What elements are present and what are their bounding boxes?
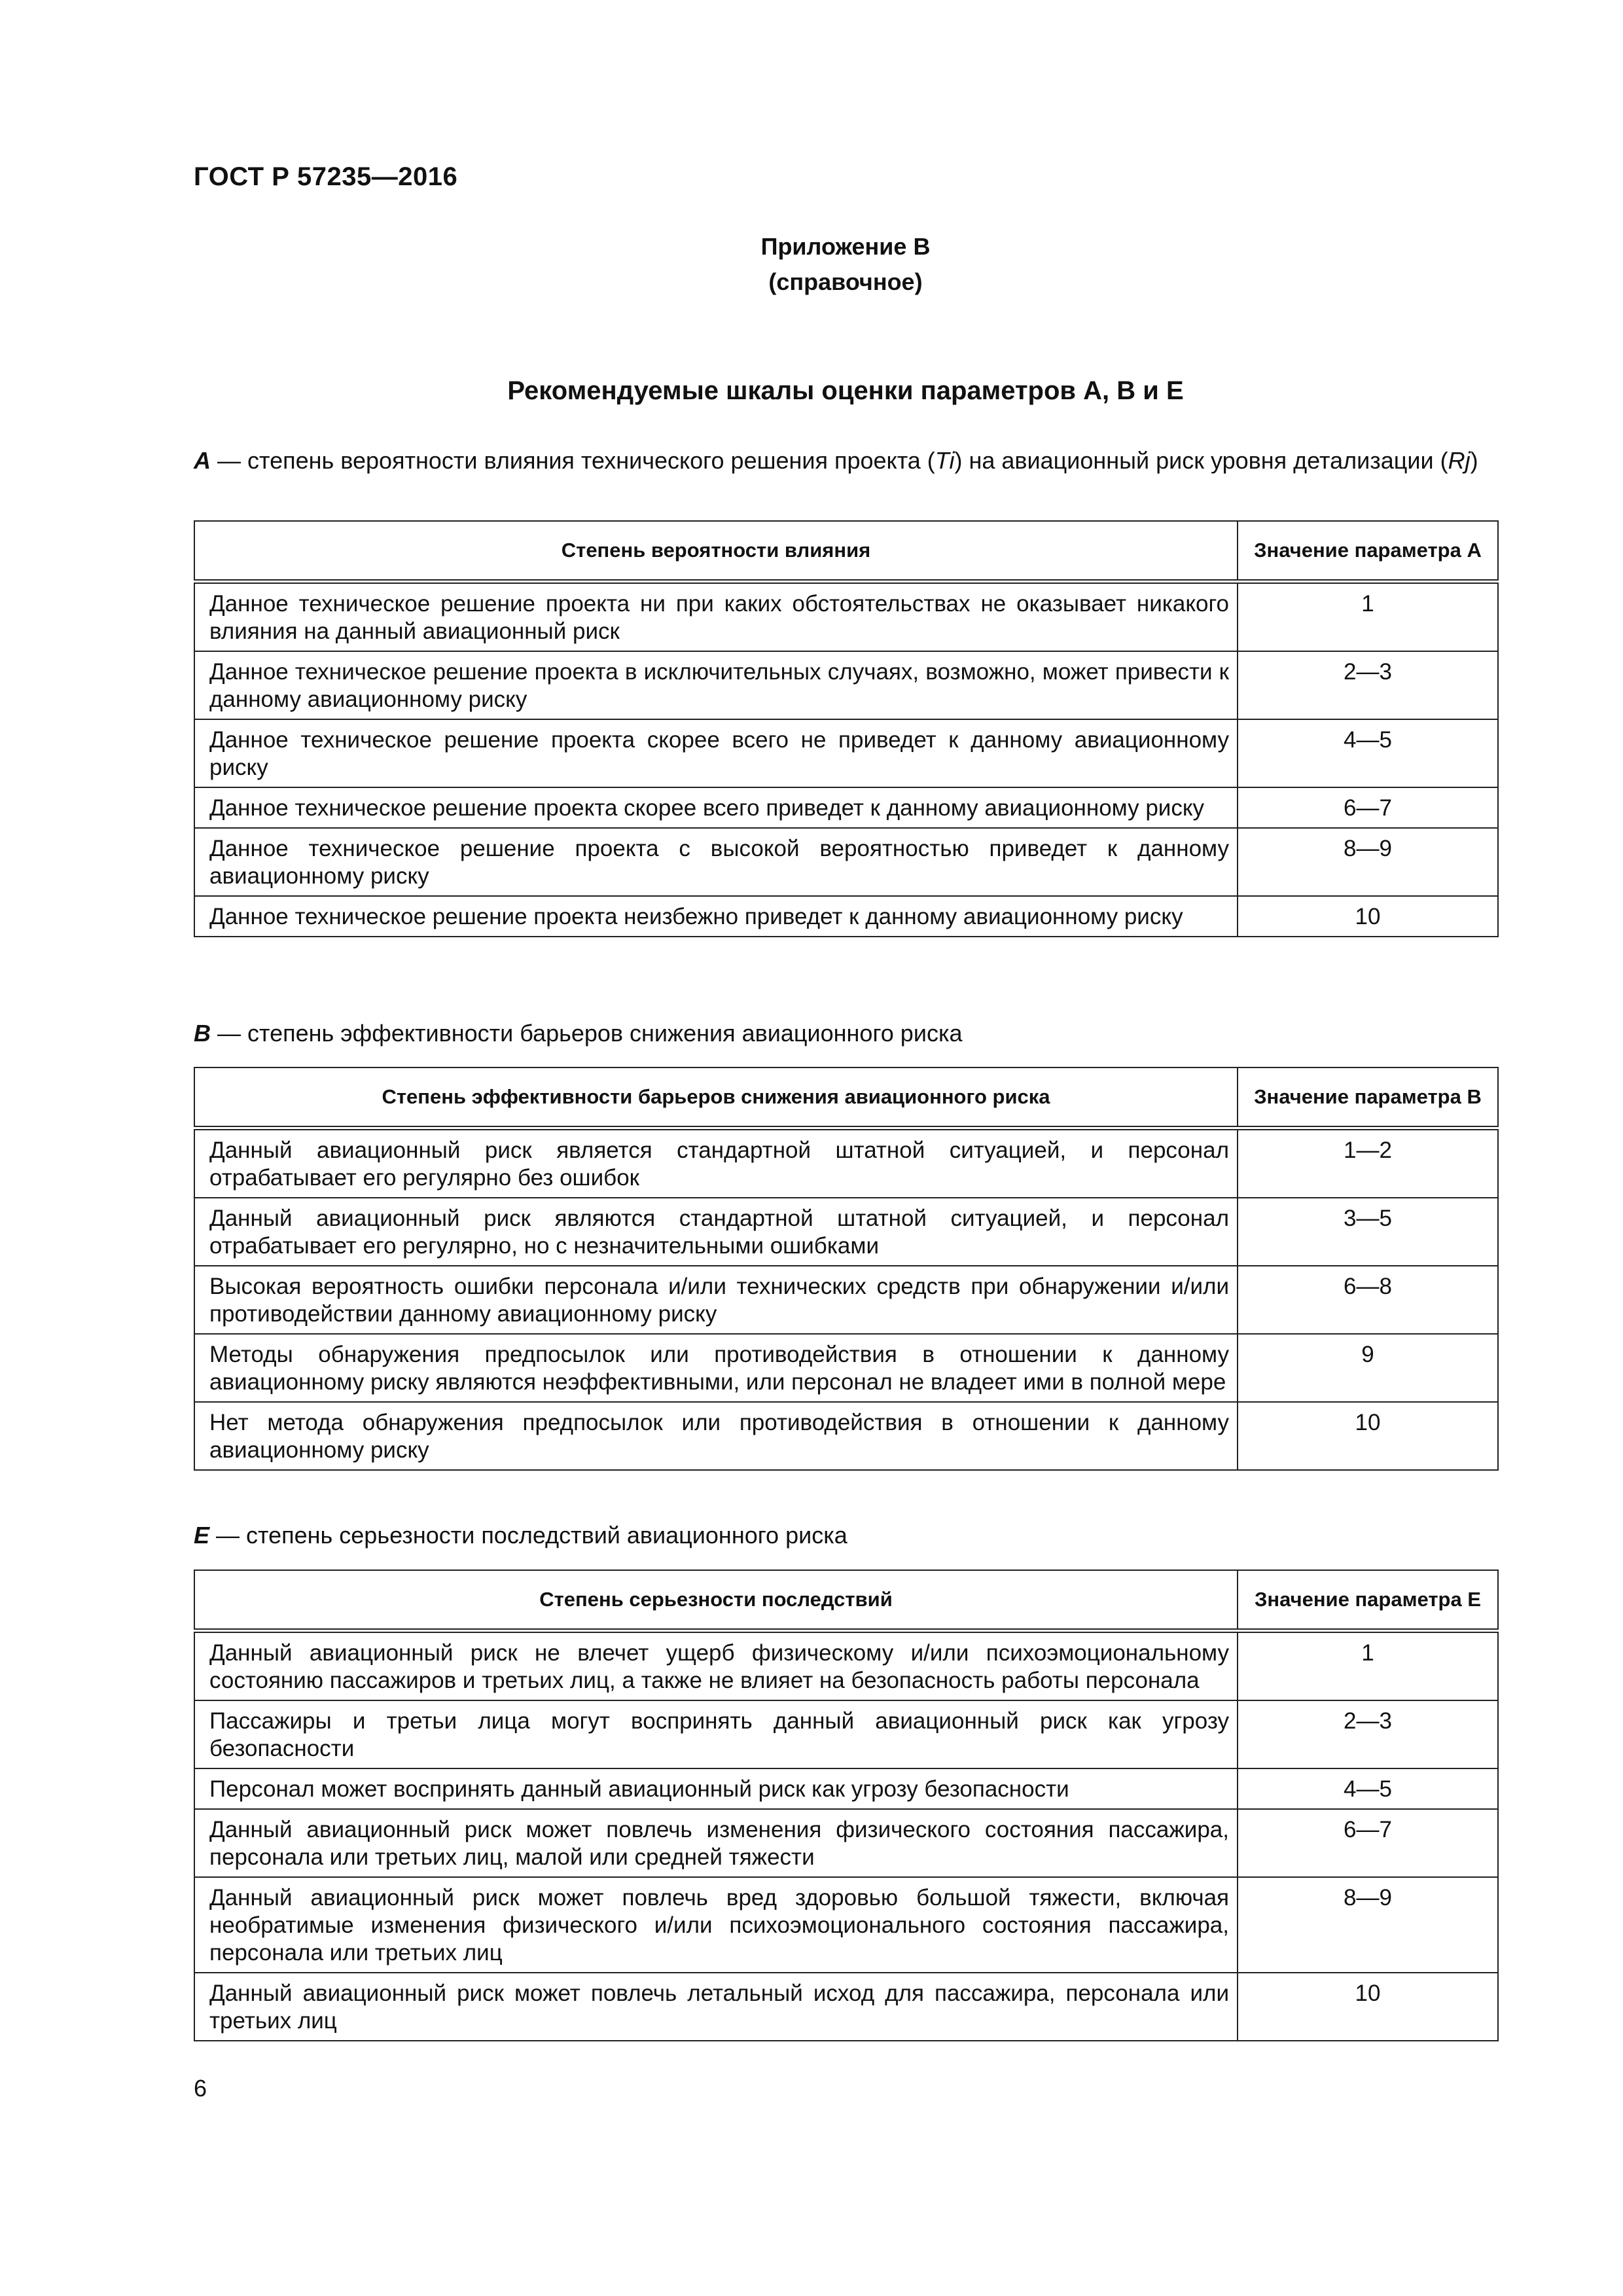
column-header-value: Значение параметра Е (1238, 1570, 1498, 1631)
row-description: Данное техническое решение проекта в исключительных случаях, возможно, может привести к данному авиационному риску (194, 651, 1238, 719)
row-value: 10 (1238, 1973, 1498, 2041)
row-value: 3—5 (1238, 1198, 1498, 1266)
table-row (194, 1973, 1498, 2041)
row-description: Персонал может воспринять данный авиационный риск как угрозу безопасности (194, 1768, 1238, 1809)
section-a-text-middle: ) на авиационный риск уровня детализации ( (954, 447, 1448, 474)
row-value: 6—8 (1238, 1266, 1498, 1334)
table-row (194, 1809, 1498, 1877)
row-description: Нет метода обнаружения предпосылок или противодействия в отношении к данному авиационному риску (194, 1402, 1238, 1470)
table-param-b (194, 1067, 1499, 1471)
row-value: 2—3 (1238, 651, 1498, 719)
section-e-title (194, 1520, 1497, 1551)
row-description: Данный авиационный риск может повлечь вред здоровью большой тяжести, включая необратимые изменения физического и/или психоэмоционального состояния пассажира, персонала или третьих лиц (194, 1877, 1238, 1973)
row-value: 6—7 (1238, 787, 1498, 828)
row-value: 10 (1238, 896, 1498, 937)
table-row (194, 1631, 1498, 1701)
section-a-text-before: — степень вероятности влияния технического решения проекта ( (211, 447, 935, 474)
row-description: Данный авиационный риск может повлечь изменения физического состояния пассажира, персонала или третьих лиц, малой или средней тяжести (194, 1809, 1238, 1877)
row-description: Данное техническое решение проекта ни при каких обстоятельствах не оказывает никакого влияния на данный авиационный риск (194, 582, 1238, 652)
row-description: Данное техническое решение проекта с высокой вероятностью приведет к данному авиационному риску (194, 828, 1238, 896)
table-row (194, 1768, 1498, 1809)
section-a-var-ti: Ti (935, 447, 955, 474)
table-row (194, 828, 1498, 896)
table-row (194, 896, 1498, 937)
table-row (194, 787, 1498, 828)
table-row (194, 719, 1498, 787)
column-header-degree: Степень вероятности влияния (194, 521, 1238, 582)
appendix-heading (194, 229, 1497, 300)
column-header-value: Значение параметра В (1238, 1067, 1498, 1128)
row-value: 8—9 (1238, 1877, 1498, 1973)
section-b-symbol: В (194, 1020, 211, 1047)
page-number: 6 (194, 2075, 207, 2102)
row-description: Данный авиационный риск является стандартной штатной ситуацией, и персонал отрабатывает его регулярно без ошибок (194, 1128, 1238, 1198)
table-row (194, 1198, 1498, 1266)
row-value: 10 (1238, 1402, 1498, 1470)
column-header-value: Значение параметра А (1238, 521, 1498, 582)
section-a-symbol: А (194, 447, 211, 474)
row-description: Данное техническое решение проекта скорее всего не приведет к данному авиационному риску (194, 719, 1238, 787)
row-value: 6—7 (1238, 1809, 1498, 1877)
row-value: 9 (1238, 1334, 1498, 1402)
row-value: 4—5 (1238, 1768, 1498, 1809)
page-title: Рекомендуемые шкалы оценки параметров А, В и Е (507, 376, 1184, 405)
table-param-a (194, 520, 1499, 937)
table-row (194, 1128, 1498, 1198)
section-a-var-rj: Rj (1448, 447, 1471, 474)
row-value: 4—5 (1238, 719, 1498, 787)
table-row (194, 1700, 1498, 1768)
table-row (194, 1877, 1498, 1973)
column-header-degree: Степень серьезности последствий (194, 1570, 1238, 1631)
appendix-type: (справочное) (768, 268, 923, 295)
table-header-row (194, 521, 1498, 582)
table-row (194, 1402, 1498, 1470)
row-value: 1 (1238, 1631, 1498, 1701)
table-row (194, 1334, 1498, 1402)
table-header-row (194, 1067, 1498, 1128)
section-e-symbol: Е (194, 1522, 210, 1549)
row-description: Данное техническое решение проекта скорее всего приведет к данному авиационному риску (194, 787, 1238, 828)
row-description: Пассажиры и третьи лица могут воспринять данный авиационный риск как угрозу безопасности (194, 1700, 1238, 1768)
row-value: 1—2 (1238, 1128, 1498, 1198)
row-value: 2—3 (1238, 1700, 1498, 1768)
section-a-title (194, 445, 1497, 476)
appendix-label: Приложение В (760, 233, 931, 260)
column-header-degree: Степень эффективности барьеров снижения авиационного риска (194, 1067, 1238, 1128)
table-row (194, 1266, 1498, 1334)
table-row (194, 651, 1498, 719)
table-param-e (194, 1570, 1499, 2041)
row-description: Данный авиационный риск не влечет ущерб физическому и/или психоэмоциональному состоянию пассажиров и третьих лиц, а также не влияет на безопасность работы персонала (194, 1631, 1238, 1701)
row-description: Данное техническое решение проекта неизбежно приведет к данному авиационному риску (194, 896, 1238, 937)
row-value: 1 (1238, 582, 1498, 652)
section-b-title (194, 1018, 1497, 1049)
section-e-text: — степень серьезности последствий авиационного риска (209, 1522, 847, 1549)
table-row (194, 582, 1498, 652)
row-description: Данный авиационный риск может повлечь летальный исход для пассажира, персонала или третьих лиц (194, 1973, 1238, 2041)
table-header-row (194, 1570, 1498, 1631)
row-description: Данный авиационный риск являются стандартной штатной ситуацией, и персонал отрабатывает его регулярно, но с незначительными ошибками (194, 1198, 1238, 1266)
section-b-text: — степень эффективности барьеров снижения авиационного риска (211, 1020, 963, 1047)
row-description: Методы обнаружения предпосылок или противодействия в отношении к данному авиационному риску являются неэффективными, или персонал не владеет ими в полной мере (194, 1334, 1238, 1402)
row-value: 8—9 (1238, 828, 1498, 896)
row-description: Высокая вероятность ошибки персонала и/или технических средств при обнаружении и/или противодействии данному авиационному риску (194, 1266, 1238, 1334)
section-a-text-after: ) (1470, 447, 1478, 474)
document-code: ГОСТ Р 57235—2016 (194, 162, 458, 191)
